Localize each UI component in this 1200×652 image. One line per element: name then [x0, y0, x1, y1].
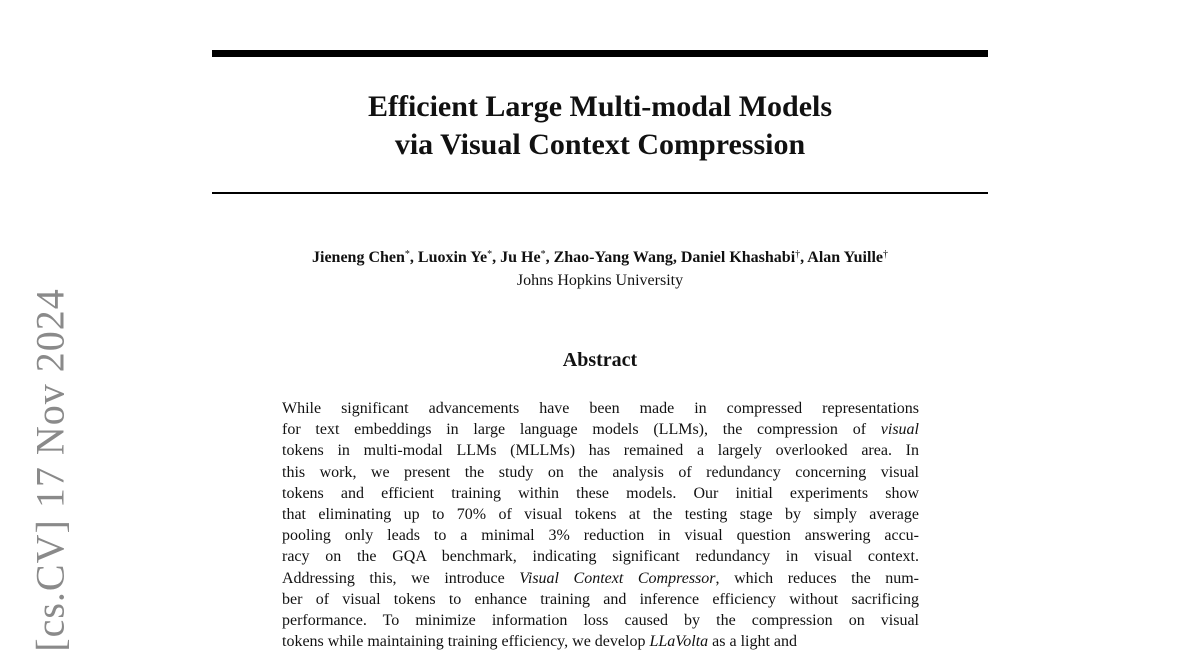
abstract-body: [282, 398, 919, 652]
title-top-rule: [212, 50, 988, 57]
abstract-line: racy on the GQA benchmark, indicating significant redundancy in visual context.: [282, 548, 919, 566]
abstract-line: pooling only leads to a minimal 3% reduction in visual question answering accu-: [282, 527, 919, 545]
abstract-line: performance. To minimize information loss caused by the compression on visual: [282, 612, 919, 630]
abstract-line: this work, we present the study on the analysis of redundancy concerning visual: [282, 463, 919, 481]
title-line-1: Efficient Large Multi-modal Models: [367, 90, 833, 123]
author-list: Jieneng Chen*, Luoxin Ye*, Ju He*, Zhao-Yang Wang, Daniel Khashabi†, Alan Yuille†: [312, 249, 888, 266]
abstract-line: tokens and efficient training within these models. Our initial experiments show: [282, 484, 919, 502]
author-affiliation-mark: †: [795, 249, 801, 260]
title-bottom-rule: [212, 192, 988, 194]
author-affiliation-mark: †: [883, 249, 888, 260]
author-name: Ju He: [500, 249, 541, 266]
author-name: Alan Yuille: [807, 249, 883, 266]
affiliation: Johns Hopkins University: [516, 272, 684, 289]
arxiv-stamp-text: [cs.CV] 17 Nov 2024: [27, 288, 73, 652]
abstract-heading: Abstract: [562, 349, 638, 371]
author-name: Luoxin Ye: [417, 249, 488, 266]
author-name: Jieneng Chen: [312, 249, 405, 266]
author-name: Zhao-Yang Wang: [553, 249, 673, 266]
abstract-line: tokens in multi-modal LLMs (MLLMs) has remained a largely overlooked area. In: [282, 442, 919, 460]
abstract-line: Addressing this, we introduce Visual Context Compressor, which reduces the num-: [282, 569, 920, 587]
abstract-line: While significant advancements have been made in compressed representations: [282, 400, 919, 417]
author-name: Daniel Khashabi: [680, 249, 796, 266]
paper-title: [212, 88, 988, 164]
title-line-2: via Visual Context Compression: [394, 128, 806, 161]
abstract-line: tokens while maintaining training efficiency, we develop LLaVolta as a light and: [282, 633, 798, 651]
author-affiliation-mark: *: [487, 249, 493, 260]
author-affiliation-mark: *: [404, 249, 410, 260]
abstract-line: that eliminating up to 70% of visual tokens at the testing stage by simply average: [282, 506, 919, 524]
author-affiliation-mark: *: [540, 249, 546, 260]
abstract-line: ber of visual tokens to enhance training and inference efficiency without sacrificing: [282, 590, 919, 608]
abstract-line: for text embeddings in large language models (LLMs), the compression of visual: [282, 421, 919, 439]
